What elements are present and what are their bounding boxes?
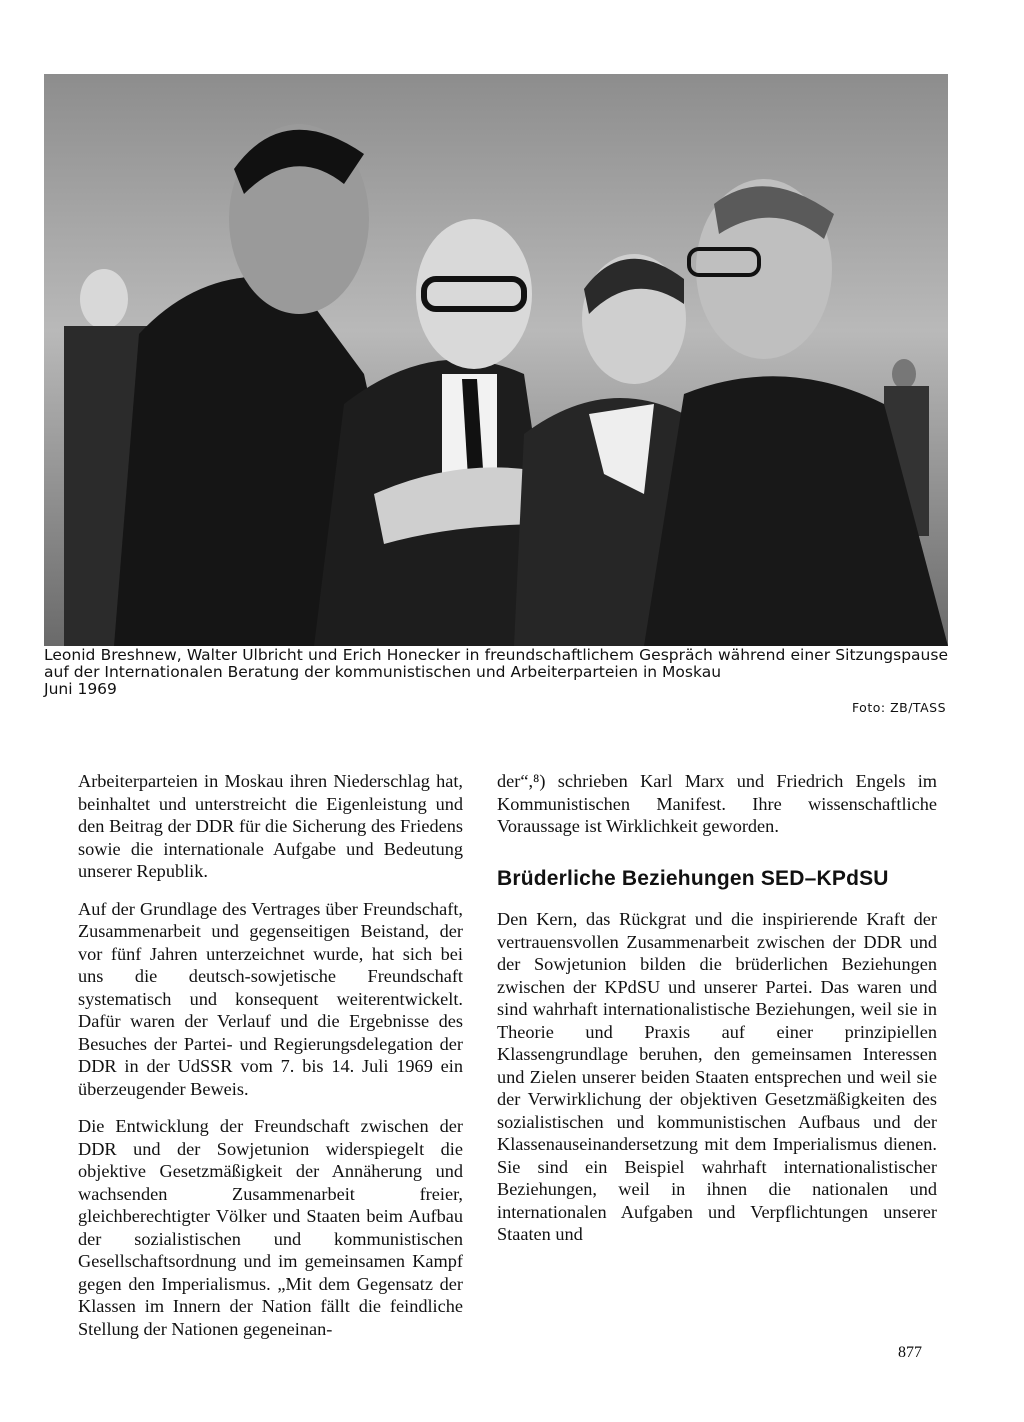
paragraph: Die Entwicklung der Freundschaft zwischen der DDR und der Sowjetunion widerspiegelt die objektive Gesetzmäßigkeit der Annäherung und wachsenden Zusammenarbeit freier, gleichberechtigter Völker und Staaten beim Aufbau der sozialistischen und kommunistischen Gesellschaftsordnung und im gemeinsamen Kampf gegen den Imperialismus. „Mit dem Gegensatz der Klassen im Innern der Nation fällt die feindliche Stellung der Nationen gegeneinan- [78, 1116, 463, 1339]
paragraph: Den Kern, das Rückgrat und die inspirierende Kraft der vertrauensvollen Zusammenarbeit zwischen der DDR und der Sowjetunion bilden die brüderlichen Beziehungen zwischen der KPdSU und unserer Partei. Das waren und sind wahrhaft internationalistische Beziehungen, weil sie in Theorie und Praxis auf einer prinzipiellen Klassengrundlage beruhen, den gemeinsamen Interessen und Zielen unserer beiden Staaten entsprechen und weil sie der Verwirklichung der objektiven Gesetzmäßigkeiten des sozialistischen und kommunistischen Aufbaus und der Klassenauseinandersetzung mit dem Imperialismus dienen. Sie sind ein Beispiel wahrhaft internationalistischer Beziehungen, weil in ihnen die nationalen und internationalen Aufgaben und Verpflichtungen unserer Staaten und [497, 909, 937, 1244]
photo-illustration [44, 74, 948, 646]
page-number: 877 [898, 1344, 922, 1361]
left-column [78, 770, 463, 1355]
caption-date: Juni 1969 [44, 680, 117, 698]
photo-credit: Foto: ZB/TASS [851, 700, 946, 715]
paragraph: Arbeiterparteien in Moskau ihren Niederschlag hat, beinhaltet und unterstreicht die Eigenleistung und den Beitrag der DDR für die Sicherung des Friedens sowie die internationale Aufgabe und Bedeutung unserer Republik. [78, 771, 463, 881]
section-heading: Brüderliche Beziehungen SED–KPdSU [497, 866, 889, 890]
photo-caption [44, 647, 948, 698]
caption-text: Leonid Breshnew, Walter Ulbricht und Erich Honecker in freundschaftlichem Gespräch während einer Sitzungspause auf der Internationalen Beratung der kommunistischen und Arbeiterparteien in Moskau [44, 646, 948, 681]
paragraph: Auf der Grundlage des Vertrages über Freundschaft, Zusammenarbeit und gegenseitigen Beistand, der vor fünf Jahren unterzeichnet wurde, hat sich bei uns die deutsch-sowjetische Freundschaft systematisch und konsequent weiterentwickelt. Dafür waren der Verlauf und die Ergebnisse des Besuches der Partei- und Regierungsdelegation der DDR in der UdSSR vom 7. bis 14. Juli 1969 ein überzeugender Beweis. [78, 898, 463, 1099]
paragraph: der“,⁸) schrieben Karl Marx und Friedrich Engels im Kommunistischen Manifest. Ihre wissenschaftliche Voraussage ist Wirklichkeit geworden. [497, 771, 937, 836]
right-column [497, 770, 937, 1261]
press-photo [44, 74, 948, 646]
